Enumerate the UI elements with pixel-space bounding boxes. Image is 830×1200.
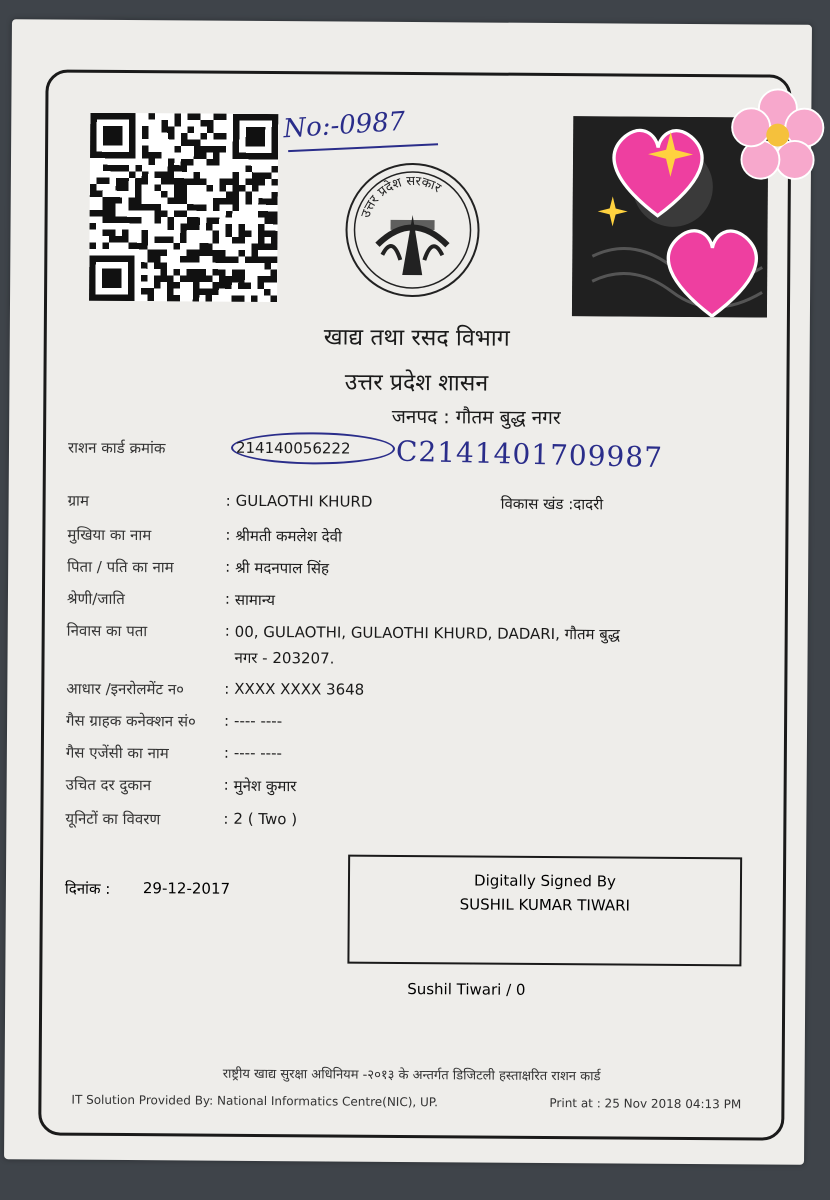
handwritten-underline xyxy=(288,143,438,152)
flower-sticker-icon xyxy=(730,87,826,183)
card-frame: No:-0987 उत्तर प्रदेश सरकार खाद्य तथा रसद विभाग उत्तर प्रदेश शासन जनपद : गौतम बुद्ध नगर C2141401709987 राशन कार्ड क्रमांक 214140056222 ग्राम : GULAOTHI KHURD विकास खंड :दादरी मुखिया का नाम : श्रीमती कमलेश देवी पिता / पति का नाम : श्री मदनपाल सिंह श्रेणी/जाति : सामान्य निवास का पता : 00, GULAOTHI, GULAOTHI KHURD, DADARI, गौतम बुद्ध नगर - 203207. आधार /इनरोलमेंट न० : XXXX XXXX 3648 गैस ग्राहक कनेक्शन सं० : ---- ---- गैस एजेंसी का नाम : ---- ---- उचित दर दुकान : मुनेश कुमार यूनिटों का विवरण : 2 ( Two ) दिनांक : 29-12-2017 Digitally Signed By SUSHIL KUMAR TIWARI Sushil Tiwari / 0 राष्ट्रीय खाद्य सुरक्षा अधिनियम -२०१३ के अन्तर्गत डिजिटली हस्ताक्षरित राशन कार्ड IT Solution Provided By: National Informatics Centre(NIC), UP. Print at : 25 Nov 2018 04:13 PM xyxy=(38,69,791,1140)
field-value: ---- ---- xyxy=(234,711,283,731)
field-value: 00, GULAOTHI, GULAOTHI KHURD, DADARI, गौतम बुद्ध xyxy=(234,622,620,644)
seal-text: उत्तर प्रदेश सरकार xyxy=(358,173,444,220)
field-label: ग्राम xyxy=(67,491,90,510)
field-label: गैस ग्राहक कनेक्शन सं० xyxy=(66,711,196,731)
field-label: उचित दर दुकान xyxy=(65,775,152,795)
signature-line1: Digitally Signed By xyxy=(473,871,616,891)
field-value: सामान्य xyxy=(234,590,276,610)
block-field: विकास खंड :दादरी xyxy=(500,494,604,514)
field-label: श्रेणी/जाति xyxy=(66,589,125,609)
field-value: ---- ---- xyxy=(233,743,283,763)
date-label: दिनांक : xyxy=(64,879,111,898)
handwritten-number: No:-0987 xyxy=(282,106,407,145)
print-timestamp: Print at : 25 Nov 2018 04:13 PM xyxy=(549,1096,742,1112)
date-value: 29-12-2017 xyxy=(142,879,231,898)
field-value: XXXX XXXX 3648 xyxy=(234,679,365,699)
ration-card xyxy=(4,19,812,1165)
field-value: मुनेश कुमार xyxy=(233,776,297,796)
sparkle-sticker-icon xyxy=(648,132,693,177)
handwritten-card-number: C2141401709987 xyxy=(395,434,664,475)
field-value: श्री मदनपाल सिंह xyxy=(235,558,330,578)
block-value: दादरी xyxy=(573,495,604,514)
field-label: गैस एजेंसी का नाम xyxy=(65,743,169,763)
block-label: विकास खंड xyxy=(500,494,564,514)
field-label: आधार /इनरोलमेंट न० xyxy=(66,679,185,699)
field-value: 2 ( Two ) xyxy=(233,809,298,829)
field-label: पिता / पति का नाम xyxy=(67,557,174,577)
field-label: राशन कार्ड क्रमांक xyxy=(67,438,166,458)
svg-text:उत्तर प्रदेश सरकार xyxy=(358,173,444,220)
government-seal-icon xyxy=(342,160,483,301)
signer-name: Sushil Tiwari / 0 xyxy=(407,980,526,999)
field-value-line2: नगर - 203207. xyxy=(234,648,335,668)
digital-signature-box xyxy=(347,855,742,967)
field-label: निवास का पता xyxy=(66,621,148,641)
district-title: जनपद : गौतम बुद्ध नगर xyxy=(391,405,561,430)
sparkle-sticker-icon-2 xyxy=(598,196,628,226)
field-value: GULAOTHI KHURD xyxy=(235,491,373,511)
act-footer: राष्ट्रीय खाद्य सुरक्षा अधिनियम -२०१३ के अन्तर्गत डिजिटली हस्ताक्षरित राशन कार्ड xyxy=(222,1066,601,1085)
field-value: श्रीमती कमलेश देवी xyxy=(235,526,342,546)
field-label: यूनिटों का विवरण xyxy=(65,809,161,829)
government-title: उत्तर प्रदेश शासन xyxy=(344,369,489,397)
department-title: खाद्य तथा रसद विभाग xyxy=(323,324,510,352)
it-credit: IT Solution Provided By: National Informatics Centre(NIC), UP. xyxy=(71,1092,439,1110)
heart-sticker-icon-2 xyxy=(657,217,768,318)
field-value: 214140056222 xyxy=(235,438,351,458)
signature-line2: SUSHIL KUMAR TIWARI xyxy=(459,895,631,915)
qr-code-icon xyxy=(89,113,278,302)
field-label: मुखिया का नाम xyxy=(67,525,152,545)
